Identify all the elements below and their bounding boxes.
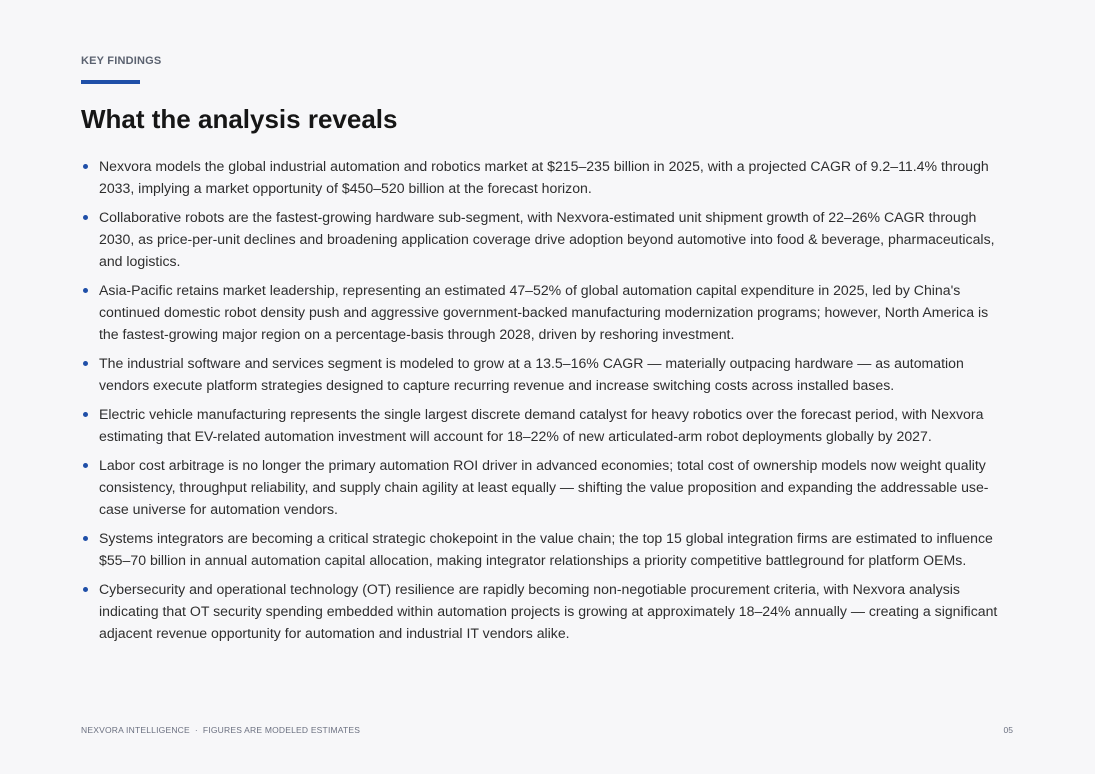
finding-text: The industrial software and services segment is modeled to grow at a 13.5–16% CAGR — materially outpacing hardware — as automation vendors execute platform strategies designed to capture recurring revenue and increase switching costs across installed bases.	[99, 355, 964, 393]
bullet-icon	[83, 587, 88, 592]
bullet-icon	[83, 463, 88, 468]
footer-separator: ·	[194, 725, 198, 735]
accent-bar	[81, 80, 140, 84]
bullet-icon	[83, 164, 88, 169]
bullet-icon	[83, 361, 88, 366]
page-number: 05	[1003, 725, 1013, 735]
finding-text: Systems integrators are becoming a critical strategic chokepoint in the value chain; the top 15 global integration firms are estimated to influence $55–70 billion in annual automation capital allocation, making integrator relationships a priority competitive battleground for platform OEMs.	[99, 530, 993, 568]
bullet-icon	[83, 536, 88, 541]
bullet-icon	[83, 412, 88, 417]
footer-note: FIGURES ARE MODELED ESTIMATES	[202, 725, 361, 735]
finding-text: Electric vehicle manufacturing represents the single largest discrete demand catalyst for heavy robotics over the forecast period, with Nexvora estimating that EV-related automation investment will account for 18–22% of new articulated-arm robot deployments globally by 2027.	[99, 406, 984, 444]
footer-brand: NEXVORA INTELLIGENCE	[81, 725, 190, 735]
section-eyebrow: KEY FINDINGS	[81, 55, 162, 67]
finding-item	[81, 527, 1011, 571]
finding-item	[81, 352, 1011, 396]
finding-item	[81, 155, 1011, 199]
finding-text: Collaborative robots are the fastest-growing hardware sub-segment, with Nexvora-estimated unit shipment growth of 22–26% CAGR through 2030, as price-per-unit declines and broadening application coverage drive adoption beyond automotive into food & beverage, pharmaceuticals, and logistics.	[99, 209, 995, 269]
findings-list	[81, 155, 1011, 651]
finding-item	[81, 279, 1011, 345]
page-title: What the analysis reveals	[81, 104, 398, 134]
finding-item	[81, 403, 1011, 447]
bullet-icon	[83, 288, 88, 293]
finding-item	[81, 578, 1011, 644]
finding-item	[81, 206, 1011, 272]
footer-source	[81, 725, 360, 735]
finding-item	[81, 454, 1011, 520]
finding-text: Nexvora models the global industrial automation and robotics market at $215–235 billion in 2025, with a projected CAGR of 9.2–11.4% through 2033, implying a market opportunity of $450–520 billion at the forecast horizon.	[99, 158, 989, 196]
finding-text: Cybersecurity and operational technology (OT) resilience are rapidly becoming non-negotiable procurement criteria, with Nexvora analysis indicating that OT security spending embedded within automation projects is growing at approximately 18–24% annually — creating a significant adjacent revenue opportunity for automation and industrial IT vendors alike.	[99, 581, 998, 641]
finding-text: Labor cost arbitrage is no longer the primary automation ROI driver in advanced economies; total cost of ownership models now weight quality consistency, throughput reliability, and supply chain agility at least equally — shifting the value proposition and expanding the addressable use-case universe for automation vendors.	[99, 457, 989, 517]
finding-text: Asia-Pacific retains market leadership, representing an estimated 47–52% of global automation capital expenditure in 2025, led by China's continued domestic robot density push and aggressive government-backed manufacturing modernization programs; however, North America is the fastest-growing major region on a percentage-basis through 2028, driven by reshoring investment.	[99, 282, 989, 342]
bullet-icon	[83, 215, 88, 220]
